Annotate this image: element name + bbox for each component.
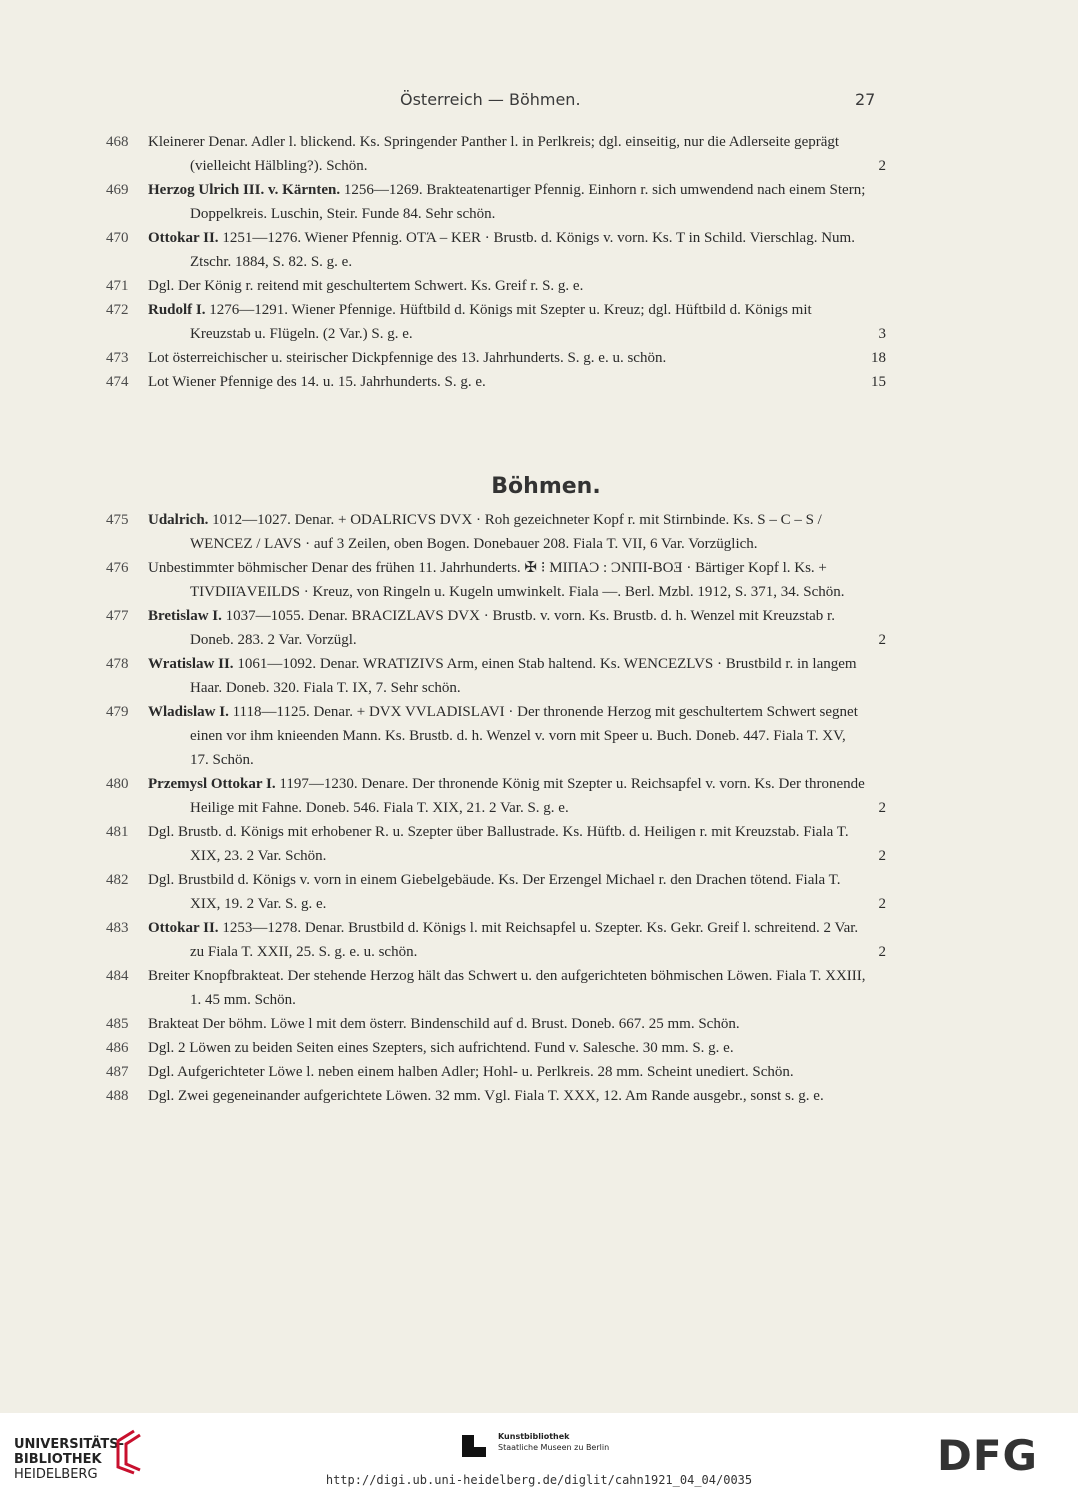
uni-logo-line1: UNIVERSITÄTS- xyxy=(14,1437,124,1452)
entry-number: 470 xyxy=(106,230,129,246)
entries-austria xyxy=(106,130,886,394)
entry-description: 1276—1291. Wiener Pfennige. Hüftbild d. Königs mit Szepter u. Kreuz; dgl. Hüftbild d. Königs mit Kreuzstab u. Flügeln. (2 Var.) S. g. e. xyxy=(190,302,812,342)
entry-number: 481 xyxy=(106,824,129,840)
kunstbibliothek-logo-icon[interactable] xyxy=(460,1433,490,1459)
entry-number: 486 xyxy=(106,1040,129,1056)
entry-text xyxy=(148,298,886,346)
entry-number: 471 xyxy=(106,278,129,294)
entry-price: 15 xyxy=(871,374,886,390)
entry-number: 475 xyxy=(106,512,129,528)
entry-description: Dgl. Brustbild d. Königs v. vorn in einem Giebelgebäude. Ks. Der Erzengel Michael r. den Drachen tötend. Fiala T. XIX, 19. 2 Var. S. g. e. xyxy=(148,872,841,912)
entry-description: 1118—1125. Denar. + DVX VVLADISLAVI · Der thronende Herzog mit geschultertem Schwert segnet einen vor ihm knieenden Mann. Ks. Brustb. d. h. Wenzel v. vorn mit Speer u. Buch. Doneb. 447. Fiala T. XV, 17. Schön. xyxy=(190,704,858,768)
catalog-entry xyxy=(106,1084,886,1108)
entry-ruler-name: Rudolf I. xyxy=(148,302,206,318)
kb-line2: Staatliche Museen zu Berlin xyxy=(498,1443,610,1452)
footer xyxy=(0,1413,1078,1494)
entry-text xyxy=(148,226,886,274)
entry-number: 472 xyxy=(106,302,129,318)
entry-text xyxy=(148,1012,886,1036)
university-mark-icon xyxy=(104,1427,148,1475)
catalog-entry xyxy=(106,370,886,394)
entry-number: 479 xyxy=(106,704,129,720)
kunstbibliothek-text xyxy=(498,1431,609,1453)
entry-ruler-name: Wladislaw I. xyxy=(148,704,229,720)
entry-ruler-name: Ottokar II. xyxy=(148,230,219,246)
entry-description: 1037—1055. Denar. BRACIZLAVS DVX · Brustb. v. vorn. Ks. Brustb. d. h. Wenzel mit Kreuzstab r. Doneb. 283. 2 Var. Vorzügl. xyxy=(190,608,835,648)
entry-description: Dgl. 2 Löwen zu beiden Seiten eines Szepters, sich aufrichtend. Fund v. Salesche. 30 mm. S. g. e. xyxy=(148,1040,734,1056)
entry-price: 18 xyxy=(871,350,886,366)
entry-number: 468 xyxy=(106,134,129,150)
catalog-entry xyxy=(106,964,886,1012)
entry-number: 483 xyxy=(106,920,129,936)
catalog-entry xyxy=(106,1012,886,1036)
entry-text xyxy=(148,868,886,916)
catalog-entry xyxy=(106,652,886,700)
catalog-entry xyxy=(106,772,886,820)
catalog-entry xyxy=(106,820,886,868)
entry-price: 2 xyxy=(878,848,886,864)
entry-text xyxy=(148,178,886,226)
entry-description: 1256—1269. Brakteatenartiger Pfennig. Einhorn r. sich umwendend nach einem Stern; Doppelkreis. Luschin, Steir. Funde 84. Sehr schön. xyxy=(190,182,866,222)
entry-text xyxy=(148,1060,886,1084)
entry-text xyxy=(148,370,886,394)
section-heading xyxy=(0,474,1078,499)
catalog-entry xyxy=(106,916,886,964)
entry-number: 474 xyxy=(106,374,129,390)
dfg-logo[interactable]: DFG xyxy=(936,1431,1038,1480)
entry-text xyxy=(148,772,886,820)
entry-text xyxy=(148,130,886,178)
entry-description: Dgl. Brustb. d. Königs mit erhobener R. u. Szepter über Ballustrade. Ks. Hüftb. d. Heiligen r. mit Kreuzstab. Fiala T. XIX, 23. 2 Var. Schön. xyxy=(148,824,849,864)
permalink-url[interactable]: http://digi.ub.uni-heidelberg.de/diglit/cahn1921_04_04/0035 xyxy=(325,1473,753,1487)
entry-number: 485 xyxy=(106,1016,129,1032)
entry-description: Dgl. Zwei gegeneinander aufgerichtete Löwen. 32 mm. Vgl. Fiala T. XXX, 12. Am Rande ausgebr., sonst s. g. e. xyxy=(148,1088,824,1104)
entry-price: 2 xyxy=(878,632,886,648)
entry-ruler-name: Przemysl Ottokar I. xyxy=(148,776,276,792)
section-heading-text: Böhmen. xyxy=(491,474,601,499)
catalog-entry xyxy=(106,178,886,226)
entry-text xyxy=(148,346,886,370)
page-title: Österreich — Böhmen. xyxy=(400,90,581,109)
catalog-entry xyxy=(106,226,886,274)
entry-ruler-name: Udalrich. xyxy=(148,512,209,528)
entry-number: 476 xyxy=(106,560,129,576)
entry-number: 473 xyxy=(106,350,129,366)
entry-text xyxy=(148,700,886,772)
entry-number: 488 xyxy=(106,1088,129,1104)
entry-text xyxy=(148,604,886,652)
entry-text xyxy=(148,964,886,1012)
entry-price: 2 xyxy=(878,158,886,174)
entry-description: Dgl. Der König r. reitend mit geschultertem Schwert. Ks. Greif r. S. g. e. xyxy=(148,278,584,294)
entry-ruler-name: Bretislaw I. xyxy=(148,608,222,624)
entry-text xyxy=(148,820,886,868)
entry-description: 1251—1276. Wiener Pfennig. OTΆ – KER · Brustb. d. Königs v. vorn. Ks. T in Schild. Vierschlag. Num. Ztschr. 1884, S. 82. S. g. e. xyxy=(190,230,855,270)
entry-description: Breiter Knopfbrakteat. Der stehende Herzog hält das Schwert u. den aufgerichteten böhmischen Löwen. Fiala T. XXIII, 1. 45 mm. Schön. xyxy=(148,968,866,1008)
entry-description: 1012—1027. Denar. + ODALRICVS DVX · Roh gezeichneter Kopf r. mit Stirnbinde. Ks. S – C – S / WENCEZ / LAVS · auf 3 Zeilen, oben Bogen. Donebauer 208. Fiala T. VII, 6 Var. Vorzüglich. xyxy=(190,512,822,552)
catalog-entry xyxy=(106,346,886,370)
catalog-entry xyxy=(106,130,886,178)
entry-description: Brakteat Der böhm. Löwe l mit dem österr. Bindenschild auf d. Brust. Doneb. 667. 25 mm. Schön. xyxy=(148,1016,740,1032)
catalog-entry xyxy=(106,508,886,556)
entry-number: 469 xyxy=(106,182,129,198)
entry-text xyxy=(148,916,886,964)
running-head xyxy=(0,90,1078,114)
entry-number: 484 xyxy=(106,968,129,984)
entry-description: 1197—1230. Denare. Der thronende König mit Szepter u. Reichsapfel v. vorn. Ks. Der thronende Heilige mit Fahne. Doneb. 546. Fiala T. XIX, 21. 2 Var. S. g. e. xyxy=(190,776,865,816)
entry-number: 477 xyxy=(106,608,129,624)
entry-number: 478 xyxy=(106,656,129,672)
entry-text xyxy=(148,556,886,604)
catalog-entry xyxy=(106,274,886,298)
catalog-entry xyxy=(106,700,886,772)
uni-logo-line2: BIBLIOTHEK xyxy=(14,1452,102,1467)
entry-text xyxy=(148,274,886,298)
entry-text xyxy=(148,508,886,556)
entry-ruler-name: Wratislaw II. xyxy=(148,656,234,672)
entry-description: Dgl. Aufgerichteter Löwe l. neben einem halben Adler; Hohl- u. Perlkreis. 28 mm. Scheint unediert. Schön. xyxy=(148,1064,794,1080)
entry-description: Unbestimmter böhmischer Denar des frühen 11. Jahrhunderts. ✠ ⁝ MIΠAƆ : ƆNΠI-BOƎ · Bärtiger Kopf l. Ks. + TIVDIIΆVEILDS · Kreuz, von Ringeln u. Kugeln umwinkelt. Fiala —. Berl. Mzbl. 1912, S. 371, 34. Schön. xyxy=(148,560,845,600)
entry-price: 2 xyxy=(878,944,886,960)
entry-ruler-name: Ottokar II. xyxy=(148,920,219,936)
page-number: 27 xyxy=(855,90,876,109)
entry-number: 487 xyxy=(106,1064,129,1080)
catalog-entry xyxy=(106,1036,886,1060)
entry-description: 1061—1092. Denar. WRATIZIVS Arm, einen Stab haltend. Ks. WENCEZLVS · Brustbild r. in langem Haar. Doneb. 320. Fiala T. IX, 7. Sehr schön. xyxy=(190,656,857,696)
entries-bohemia xyxy=(106,508,886,1108)
uni-logo-line3: HEIDELBERG xyxy=(14,1467,98,1482)
catalog-entry xyxy=(106,298,886,346)
entry-description: Kleinerer Denar. Adler l. blickend. Ks. Springender Panther l. in Perlkreis; dgl. einseitig, nur die Adlerseite geprägt (vielleicht Hälbling?). Schön. xyxy=(148,134,840,174)
entry-text xyxy=(148,1084,886,1108)
entry-description: Lot österreichischer u. steirischer Dickpfennige des 13. Jahrhunderts. S. g. e. u. schön. xyxy=(148,350,667,366)
entry-description: 1253—1278. Denar. Brustbild d. Königs l. mit Reichsapfel u. Szepter. Ks. Gekr. Greif l. schreitend. 2 Var. zu Fiala T. XXII, 25. S. g. e. u. schön. xyxy=(190,920,859,960)
entry-price: 2 xyxy=(878,896,886,912)
entry-number: 480 xyxy=(106,776,129,792)
entry-text xyxy=(148,1036,886,1060)
entry-price: 2 xyxy=(878,800,886,816)
catalog-entry xyxy=(106,556,886,604)
catalog-entry xyxy=(106,604,886,652)
entry-ruler-name: Herzog Ulrich III. v. Kärnten. xyxy=(148,182,341,198)
kb-line1: Kunstbibliothek xyxy=(498,1432,570,1441)
entry-number: 482 xyxy=(106,872,129,888)
catalog-entry xyxy=(106,868,886,916)
catalog-entry xyxy=(106,1060,886,1084)
entry-text xyxy=(148,652,886,700)
entry-price: 3 xyxy=(878,326,886,342)
entry-description: Lot Wiener Pfennige des 14. u. 15. Jahrhunderts. S. g. e. xyxy=(148,374,486,390)
